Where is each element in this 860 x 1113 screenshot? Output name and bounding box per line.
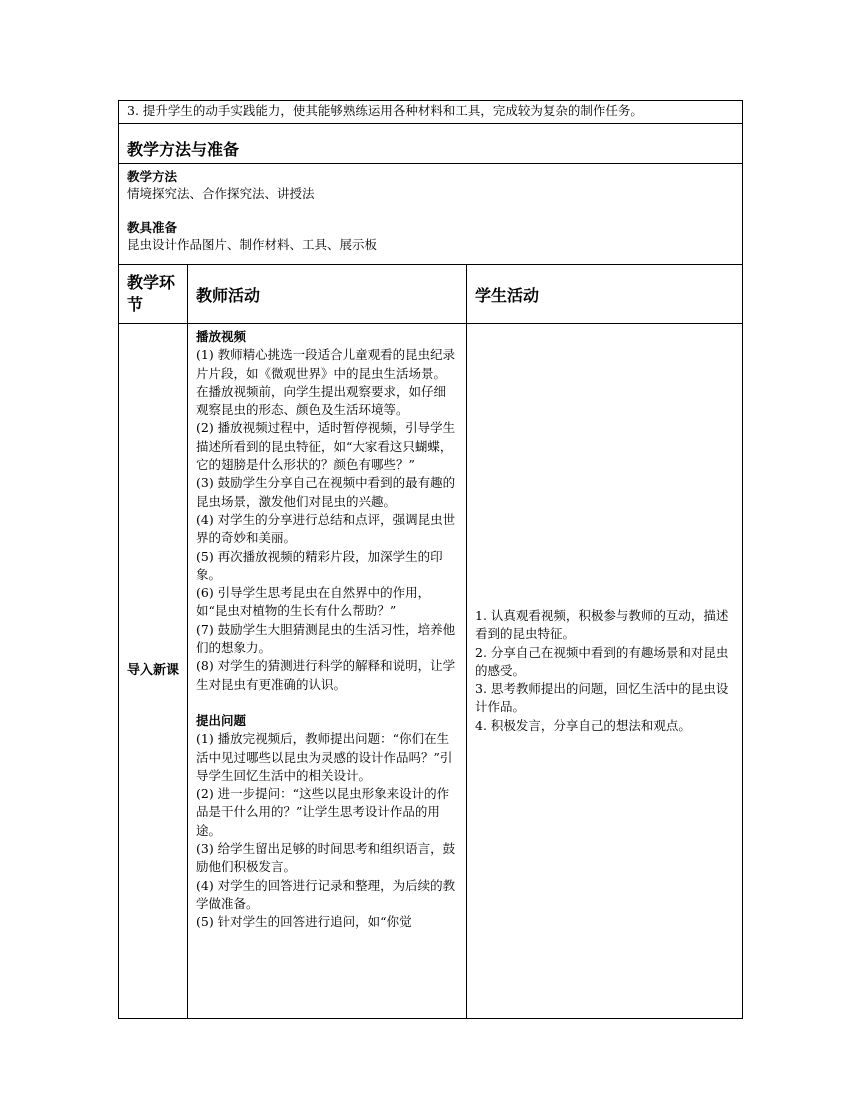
list-item: 2. 分享自己在视频中看到的有趣场景和对昆虫的感受。 xyxy=(475,644,729,678)
objective-text: 3. 提升学生的动手实践能力，使其能够熟练运用各种材料和工具，完成较为复杂的制作任务。 xyxy=(119,101,743,124)
teacher-block-video xyxy=(196,328,458,694)
list-item: 4. 积极发言，分享自己的想法和观点。 xyxy=(475,717,691,733)
methods-value: 情境探究法、合作探究法、讲授法 xyxy=(127,186,315,201)
teacher-block-questions xyxy=(196,712,458,932)
list-item: (1) 教师精心挑选一段适合儿童观看的昆虫纪录片片段，如《微观世界》中的昆虫生活场景。在播放视频前，向学生提出观察要求，如仔细观察昆虫的形态、颜色及生活环境等。 xyxy=(196,347,456,418)
intro-row xyxy=(119,324,743,1019)
section-heading: 教学方法与准备 xyxy=(119,124,743,164)
tools-label: 教具准备 xyxy=(127,220,178,235)
list-item: (6) 引导学生思考昆虫在自然界中的作用，如“昆虫对植物的生长有什么帮助？” xyxy=(196,585,431,619)
header-stage: 教学环节 xyxy=(119,265,188,324)
methods-row xyxy=(119,164,743,265)
list-item: (1) 播放完视频后，教师提出问题：“你们在生活中见过哪些以昆虫为灵感的设计作品吗？”引导学生回忆生活中的相关设计。 xyxy=(196,731,453,783)
header-student: 学生活动 xyxy=(467,265,743,324)
list-item: (5) 再次播放视频的精彩片段，加深学生的印象。 xyxy=(196,548,443,582)
list-item: (8) 对学生的猜测进行科学的解释和说明，让学生对昆虫有更准确的认识。 xyxy=(196,658,456,692)
block-title-video: 播放视频 xyxy=(196,329,247,344)
list-item: (5) 针对学生的回答进行追问，如“你觉 xyxy=(196,914,412,930)
table-header-row xyxy=(119,265,743,324)
block-title-questions: 提出问题 xyxy=(196,712,247,728)
list-item: 3. 思考教师提出的问题，回忆生活中的昆虫设计作品。 xyxy=(475,681,729,715)
list-item: (4) 对学生的分享进行总结和点评，强调昆虫世界的奇妙和美丽。 xyxy=(196,511,456,546)
list-item: 1. 认真观看视频，积极参与教师的互动，描述看到的昆虫特征。 xyxy=(475,607,729,642)
lesson-plan-table xyxy=(118,100,743,1019)
header-teacher: 教师活动 xyxy=(188,265,467,324)
list-item: (4) 对学生的回答进行记录和整理，为后续的教学做准备。 xyxy=(196,877,456,911)
teacher-activities xyxy=(188,324,467,1019)
methods-cell xyxy=(119,164,743,265)
tools-value: 昆虫设计作品图片、制作材料、工具、展示板 xyxy=(127,237,378,252)
student-activities xyxy=(467,324,743,1019)
methods-heading-row xyxy=(119,124,743,164)
list-item: (3) 鼓励学生分享自己在视频中看到的最有趣的昆虫场景，激发他们对昆虫的兴趣。 xyxy=(196,475,456,509)
stage-intro: 导入新课 xyxy=(119,324,188,1019)
list-item: (7) 鼓励学生大胆猜测昆虫的生活习性，培养他们的想象力。 xyxy=(196,621,456,656)
list-item: (2) 播放视频过程中，适时暂停视频，引导学生描述所看到的昆虫特征，如“大家看这只蝴蝶，它的翅膀是什么形状的？颜色有哪些？” xyxy=(196,420,456,473)
list-item: (3) 给学生留出足够的时间思考和组织语言，鼓励他们积极发言。 xyxy=(196,841,456,875)
methods-label: 教学方法 xyxy=(127,169,178,184)
list-item: (2) 进一步提问：“这些以昆虫形象来设计的作品是干什么用的？”让学生思考设计作品的用途。 xyxy=(196,786,450,838)
objective-row xyxy=(119,101,743,124)
